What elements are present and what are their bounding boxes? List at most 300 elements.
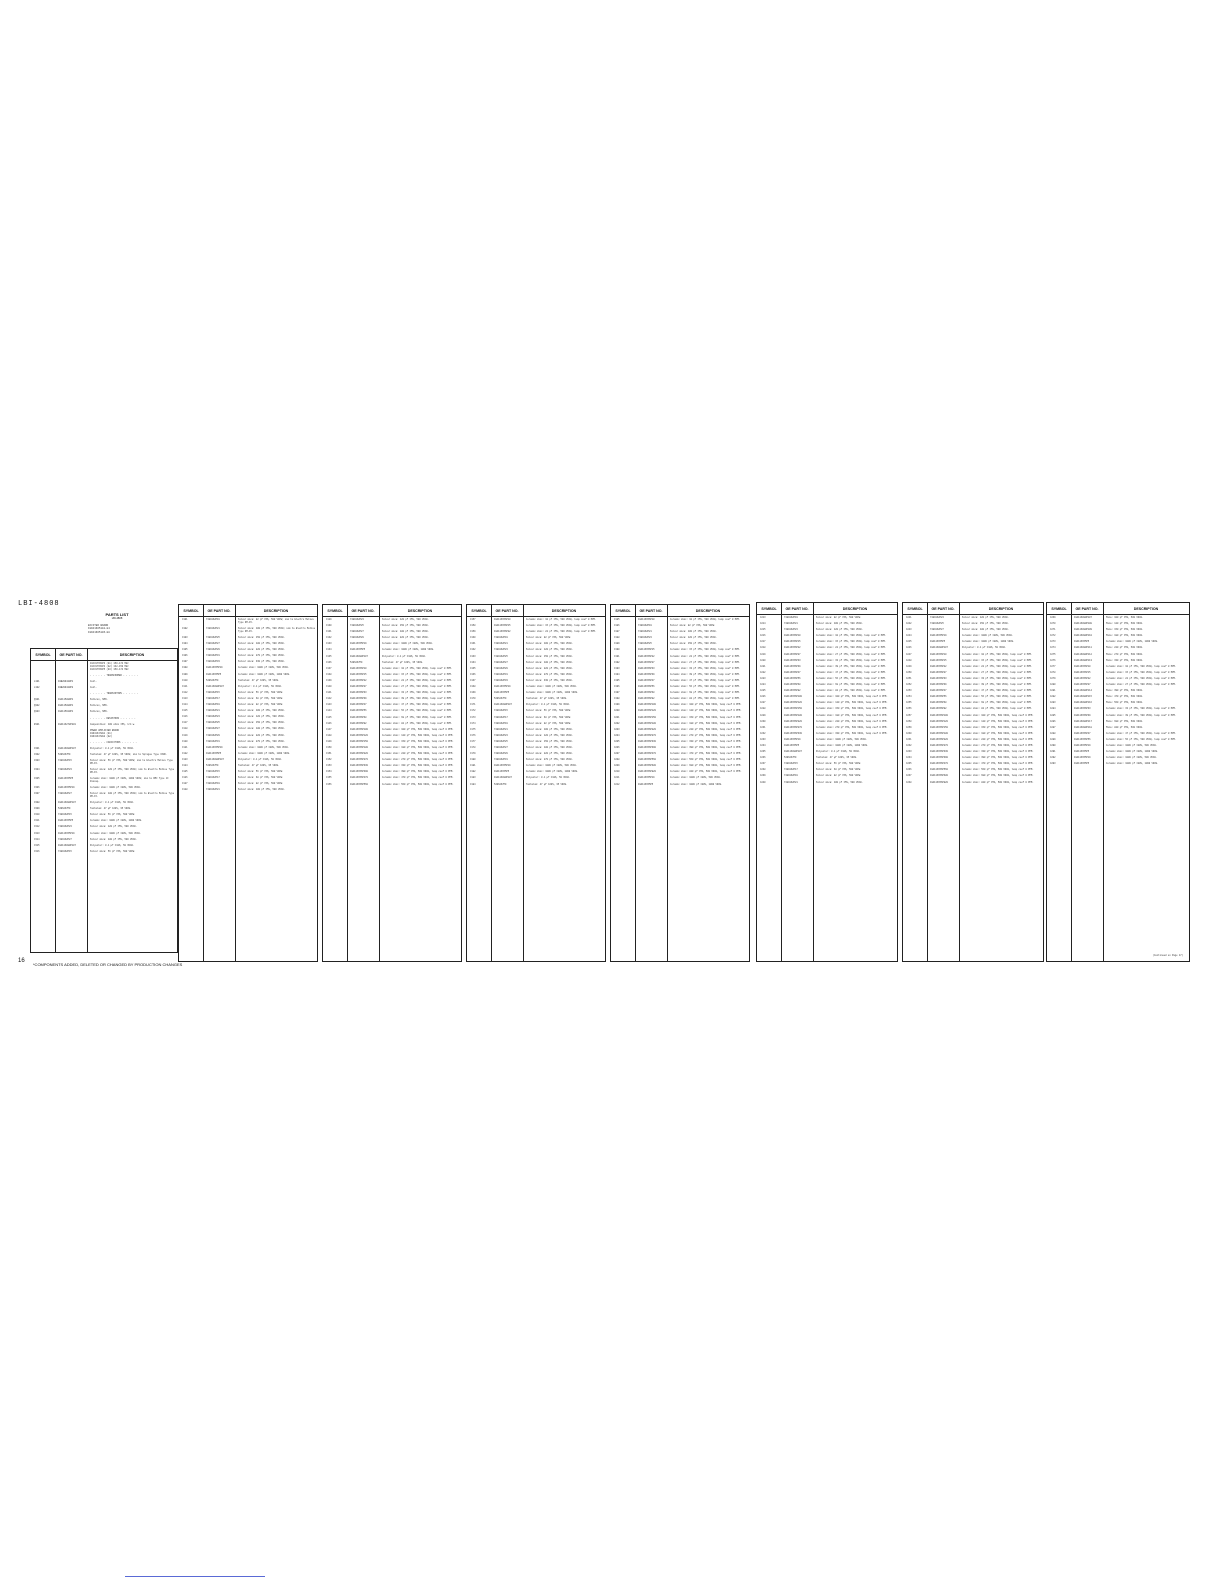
part-number-cell: 7489162P15 <box>58 849 72 853</box>
table-row <box>323 777 461 780</box>
description-cell: Ceramic disc: 100 pf ±5%, 500 VDCW, temp coef 0 PPM. <box>816 695 888 699</box>
part-number-cell: 7489162P15 <box>206 690 220 694</box>
symbol-cell: Q103 <box>34 710 40 714</box>
table-row <box>903 690 1043 693</box>
description-cell: Ceramic disc: 820 pf ±5%, 500 VDCW, temp coef 0 PPM. <box>962 780 1034 784</box>
table-row <box>31 724 177 727</box>
part-number-cell: 7489162P23 <box>784 628 798 632</box>
description-cell: Polyester: 0.1 µf ±10%, 50 VDCW. <box>90 746 135 750</box>
symbol-cell: C103 <box>182 636 188 639</box>
part-number-cell: 7489162P17 <box>206 696 220 700</box>
part-number-cell: 19A116655P5 <box>58 819 74 823</box>
symbol-cell: C290 <box>1050 743 1056 747</box>
description-cell: Mica: 220 pf ±5%, 500 VDCW. <box>1106 646 1144 650</box>
part-number-cell: 7489162P25 <box>930 622 944 626</box>
part-number-cell: 7489162P29 <box>350 636 364 640</box>
description-cell: Coil. <box>90 680 97 683</box>
table-body <box>179 617 317 792</box>
symbol-cell: C255 <box>906 701 912 705</box>
description-cell: Silver mica: 120 pf ±5%, 500 VDCW. <box>962 616 1009 619</box>
symbol-cell: C108 <box>182 666 188 670</box>
part-number-cell: 19A115889P1 <box>58 704 74 708</box>
table-row <box>611 741 749 744</box>
description-cell: Tantalum: 47 µf ±20%, 35 VDCW. <box>382 660 424 664</box>
parts-table-panel <box>1046 602 1190 962</box>
table-row <box>1047 733 1189 736</box>
description-cell: Silver mica: 68 pf ±5%, 500 VDCW. <box>238 696 284 700</box>
part-number-cell: 19A116656P270 <box>638 733 656 737</box>
symbol-cell: C308 <box>34 801 40 805</box>
symbol-cell: C287 <box>1050 725 1056 729</box>
table-row <box>1047 739 1189 742</box>
part-number-cell: 19A116080P117 <box>1074 719 1092 723</box>
part-number-cell: 19A116080P107 <box>350 654 368 658</box>
description-cell: Silver mica: 120 pf ±5%, 500 VDCW. <box>816 628 863 632</box>
symbol-cell: C118 <box>182 727 188 731</box>
description-cell: Silver mica: 82 pf ±5%, 500 VDCW. <box>238 782 284 786</box>
table-row <box>903 666 1043 669</box>
table-row <box>1047 629 1189 632</box>
symbol-cell: C315 <box>34 843 40 847</box>
symbol-cell: C173 <box>470 715 476 719</box>
part-number-cell: 19A116080P112 <box>1074 652 1092 656</box>
description-column-header: DESCRIPTION <box>119 652 145 657</box>
symbol-cell: C205 <box>614 739 620 743</box>
part-number-cell: 7489162P27 <box>494 745 508 749</box>
description-cell: Mica: 390 pf ±5%, 500 VDCW. <box>1106 689 1144 693</box>
table-row <box>467 643 605 646</box>
description-cell: Polyester: 0.1 µf ±10%, 50 VDCW. <box>90 843 135 847</box>
description-cell: Ceramic disc: 330 pf ±5%, 500 VDCW, temp coef 0 PPM. <box>382 764 454 768</box>
part-number-cell: 19A116656P56 <box>1074 737 1091 741</box>
symbol-cell: C275 <box>1050 652 1056 656</box>
description-cell: Ceramic disc: 270 pf ±5%, 500 VDCW, temp coef 0 PPM. <box>670 733 742 737</box>
symbol-cell: C203 <box>614 727 620 731</box>
part-number-cell: 19B209420P1 <box>58 680 74 683</box>
description-cell: Ceramic disc: 120 pf ±5%, 500 VDCW, temp coef 0 PPM. <box>670 709 742 713</box>
symbol-cell: C307 <box>34 792 40 796</box>
part-number-cell: 19A116655P19 <box>638 776 655 780</box>
description-cell: Mica: 100 pf ±5%, 500 VDCW. <box>1106 616 1144 619</box>
part-number-cell: 19A116656P10 <box>638 618 655 621</box>
description-cell: Silver mica: 100 pf ±5%, 500 VDCW. <box>238 709 285 713</box>
table-row <box>757 617 897 620</box>
description-cell: Ceramic disc: 47 pf ±5%, 500 VDCW, temp coef 0 PPM. <box>670 678 741 682</box>
part-number-cell: 7489162P23 <box>930 616 944 619</box>
part-number-cell: 19A116656P56 <box>930 695 947 699</box>
symbol-cell: C133 <box>326 642 332 646</box>
symbol-cell: C218 <box>760 646 766 650</box>
symbol-cell: C301 <box>34 746 40 750</box>
symbol-cell: C270 <box>1050 622 1056 626</box>
part-number-cell: 19A116656P47 <box>784 670 801 674</box>
part-number-cell: 19A116080P107 <box>784 750 802 754</box>
table-body <box>757 615 897 784</box>
description-cell: Ceramic disc: 100 pf ±5%, 500 VDCW, temp coef 0 PPM. <box>962 713 1034 717</box>
symbol-cell: C193 <box>614 666 620 670</box>
description-cell: Ceramic disc: 120 pf ±5%, 500 VDCW, temp coef 0 PPM. <box>382 733 454 737</box>
part-number-cell: 7489162P15 <box>784 762 798 766</box>
symbol-cell: C214 <box>760 622 766 626</box>
symbol-cell: C191 <box>614 654 620 658</box>
part-number-column-header: GE PART NO. <box>931 606 955 611</box>
symbol-cell: C160 <box>470 636 476 640</box>
table-row <box>757 708 897 711</box>
part-number-cell: 19A116656P22 <box>784 646 801 650</box>
part-number-cell: 19A116656P33 <box>784 658 801 662</box>
description-cell: Ceramic disc: 1000 pf ±20%, 1000 VDCW. <box>962 640 1015 644</box>
table-row <box>323 631 461 634</box>
symbol-cell: C116 <box>182 715 188 719</box>
part-number-cell: 19A116656P10 <box>1074 664 1091 668</box>
part-number-cell: 19A116080P108 <box>1074 622 1092 626</box>
symbol-cell: C187 <box>614 630 620 634</box>
description-cell: Tantalum: 47 µf ±20%, 35 VDCW. <box>238 763 280 767</box>
description-cell: Silver mica: 330 pf ±5%, 500 VDCW. <box>526 678 573 682</box>
symbol-cell: C151 <box>326 752 332 756</box>
symbol-cell: C144 <box>326 709 332 713</box>
symbol-cell: C154 <box>326 770 332 774</box>
symbol-cell: C137 <box>326 666 332 670</box>
part-number-cell: 7489162P23 <box>494 733 508 737</box>
description-cell: Ceramic disc: 120 pf ±5%, 500 VDCW, temp coef 0 PPM. <box>816 701 888 705</box>
symbol-column-header: SYMBOL <box>615 608 631 613</box>
part-number-cell: 19A116656P560 <box>638 758 656 762</box>
part-number-cell: 19A116656P220 <box>784 719 802 723</box>
description-cell: Silver mica: 150 pf ±5%, 500 VDCW. <box>670 642 717 646</box>
table-row <box>611 747 749 750</box>
description-cell: Ceramic disc: 220 pf ±5%, 500 VDCW, temp coef 0 PPM. <box>962 737 1034 741</box>
part-number-cell: 19A116080P107 <box>494 703 512 707</box>
part-number-cell: 19A116656P560 <box>350 782 368 786</box>
description-cell: Ceramic disc: 1000 pf ±20%, 1000 VDCW. <box>526 770 579 774</box>
description-cell: Ceramic disc: 100 pf ±5%, 500 VDCW, temp coef 0 PPM. <box>670 703 742 707</box>
description-cell: Silver mica: 150 pf ±5%, 500 VDCW. <box>526 739 573 743</box>
model-line: 19D416651G1-G4 <box>88 627 110 631</box>
symbol-cell: C249 <box>906 664 912 668</box>
symbol-cell: C136 <box>326 660 332 664</box>
table-row <box>323 674 461 677</box>
table-row <box>179 710 317 713</box>
parts-table-panel <box>610 604 750 962</box>
part-number-cell: 19A116656P27 <box>784 652 801 656</box>
symbol-cell: C232 <box>760 731 766 735</box>
table-row <box>757 672 897 675</box>
part-number-cell: 19A116656P33 <box>638 666 655 670</box>
symbol-cell: C239 <box>760 774 766 778</box>
part-number-cell: 19A116656P15 <box>494 624 511 628</box>
description-cell: Ceramic disc: 22 pf ±5%, 500 VDCW, temp coef 0 PPM. <box>526 630 597 634</box>
description-cell: Ceramic disc: 390 pf ±5%, 500 VDCW, temp coef 0 PPM. <box>670 745 742 749</box>
description-cell: Ceramic disc: 1000 pf ±20%, 500 VDCW. <box>526 764 577 768</box>
description-cell: Silver mica: 56 pf ±5%, 500 VDCW. <box>238 770 284 774</box>
description-cell: Silver mica: 180 pf ±5%, 500 VDCW. <box>526 745 573 749</box>
part-number-cell: 19A116080P107 <box>206 757 224 761</box>
part-number-cell: 7489162P33 <box>494 678 508 682</box>
part-number-cell: 19A116656P100 <box>638 703 656 707</box>
description-cell: Ceramic disc: 27 pf ±5%, 500 VDCW, temp coef 0 PPM. <box>1106 683 1177 687</box>
description-cell: Polyester: 0.1 µf ±10%, 50 VDCW. <box>90 801 135 805</box>
symbol-cell: L102 <box>34 686 40 690</box>
symbol-cell: C140 <box>326 685 332 689</box>
table-row <box>31 833 177 836</box>
table-row <box>903 660 1043 663</box>
part-number-cell: 19A116656P39 <box>930 683 947 687</box>
description-cell: Ceramic disc: 470 pf ±5%, 500 VDCW, temp coef 0 PPM. <box>382 776 454 780</box>
part-number-cell: 19A116656P390 <box>930 756 948 760</box>
description-cell: Silver mica: 180 pf ±5%, 500 VDCW. <box>90 837 137 841</box>
table-row <box>757 678 897 681</box>
part-number-cell: 5496267P9 <box>494 782 507 786</box>
description-cell: Silver mica: 56 pf ±5%, 500 VDCW. <box>90 849 136 853</box>
table-row <box>757 727 897 730</box>
part-number-column-header: GE PART NO. <box>495 608 519 613</box>
part-number-cell: 19A116656P680 <box>930 774 948 778</box>
symbol-cell: C194 <box>614 672 620 676</box>
description-column-header: DESCRIPTION <box>695 608 721 613</box>
symbol-cell: C162 <box>470 648 476 652</box>
part-number-cell: 19A116656P180 <box>638 721 656 725</box>
symbol-cell: C150 <box>326 745 332 749</box>
part-number-cell: 7489162P31 <box>494 672 508 676</box>
part-number-cell: 19A116655P19 <box>1074 756 1091 760</box>
part-number-cell: 5496267P9 <box>494 697 507 701</box>
description-cell: Ceramic disc: 1000 pf ±20%, 1000 VDCW. <box>526 691 579 695</box>
table-row <box>611 771 749 774</box>
table-row <box>467 692 605 695</box>
table-row <box>757 757 897 760</box>
description-cell: Ceramic disc: 1000 pf ±20%, 500 VDCW. <box>816 737 867 741</box>
description-cell: Tantalum: 47 µf ±20%, 35 VDCW. <box>90 807 132 811</box>
table-row <box>611 759 749 762</box>
symbol-cell: C283 <box>1050 701 1056 705</box>
part-number-cell: 7489162P19 <box>494 636 508 640</box>
table-row <box>1047 684 1189 687</box>
description-cell: Ceramic disc: 150 pf ±5%, 500 VDCW, temp coef 0 PPM. <box>816 707 888 711</box>
table-row <box>757 751 897 754</box>
part-number-column-header: GE PART NO. <box>351 608 375 613</box>
description-cell: Ceramic disc: 120 pf ±5%, 500 VDCW, temp coef 0 PPM. <box>962 719 1034 723</box>
description-cell: Ceramic disc: 180 pf ±5%, 500 VDCW, temp coef 0 PPM. <box>670 721 742 725</box>
description-cell: Ceramic disc: 33 pf ±5%, 500 VDCW, temp coef 0 PPM. <box>816 658 887 662</box>
symbol-cell: C259 <box>906 725 912 729</box>
table-row <box>467 656 605 659</box>
table-body <box>903 615 1043 784</box>
description-cell: Ceramic disc: 220 pf ±5%, 500 VDCW, temp coef 0 PPM. <box>670 727 742 731</box>
table-row <box>323 686 461 689</box>
table-row <box>31 769 177 775</box>
table-row <box>903 721 1043 724</box>
part-number-cell: 19A116656P470 <box>350 776 368 780</box>
table-header <box>1047 603 1189 615</box>
part-number-cell: 19A116080P107 <box>58 801 76 805</box>
symbol-cell: C148 <box>326 733 332 737</box>
description-cell: Ceramic disc: 15 pf ±5%, 500 VDCW, temp coef 0 PPM. <box>962 658 1033 662</box>
part-number-cell: 19A116656P68 <box>638 691 655 695</box>
part-number-cell: 7489162P15 <box>494 709 508 713</box>
part-number-cell: 19A116656P39 <box>1074 713 1091 717</box>
symbol-cell: C169 <box>470 691 476 695</box>
description-cell: Silver mica: 180 pf ±5%, 500 VDCW. <box>238 642 285 646</box>
symbol-cell: C274 <box>1050 646 1056 650</box>
part-number-cell: 7489162P31 <box>206 654 220 658</box>
table-row <box>903 733 1043 736</box>
symbol-cell: C101 <box>182 618 188 621</box>
table-row <box>31 820 177 823</box>
description-cell: Silver mica: 82 pf ±5%, 500 VDCW. <box>526 721 572 725</box>
description-cell: Silver mica: 82 pf ±5%, 500 VDCW. <box>526 636 572 640</box>
symbol-cell: C241 <box>906 616 912 619</box>
description-cell: Ceramic disc: 1000 pf ±20%, 500 VDCW. <box>90 831 141 835</box>
table-row <box>31 839 177 842</box>
symbol-cell: C177 <box>470 739 476 743</box>
symbol-cell: C305 <box>34 776 40 780</box>
table-row <box>179 722 317 725</box>
table-row <box>323 747 461 750</box>
part-number-cell: 19A116656P22 <box>494 630 511 634</box>
symbol-cell: C128 <box>182 788 188 792</box>
description-cell: Silver mica: 82 pf ±5%, 500 VDCW. <box>238 703 284 707</box>
table-body <box>323 617 461 786</box>
description-cell: Ceramic disc: 330 pf ±5%, 500 VDCW, temp coef 0 PPM. <box>962 750 1034 754</box>
table-row <box>757 769 897 772</box>
symbol-cell: C198 <box>614 697 620 701</box>
part-number-cell: 7489162P17 <box>784 768 798 772</box>
table-row <box>1047 715 1189 718</box>
symbol-cell: C149 <box>326 739 332 743</box>
symbol-cell: C161 <box>470 642 476 646</box>
part-number-cell: 7489162P21 <box>494 642 508 646</box>
symbol-cell: C310 <box>34 813 40 817</box>
symbol-cell: C271 <box>1050 628 1056 632</box>
table-row <box>903 775 1043 778</box>
part-number-cell: 7489162P21 <box>494 727 508 731</box>
description-cell: Ceramic disc: 15 pf ±5%, 500 VDCW, temp coef 0 PPM. <box>816 640 887 644</box>
table-row <box>179 789 317 792</box>
description-cell: Ceramic disc: 390 pf ±5%, 500 VDCW, temp coef 0 PPM. <box>382 770 454 774</box>
description-cell: Ceramic disc: 27 pf ±5%, 500 VDCW, temp coef 0 PPM. <box>962 670 1033 674</box>
symbol-cell: C280 <box>1050 683 1056 687</box>
table-row <box>611 723 749 726</box>
page-number: 16 <box>18 958 25 964</box>
table-row <box>179 735 317 738</box>
description-cell: Silver mica: 150 pf ±5%, 500 VDCW. <box>382 624 429 628</box>
table-row <box>323 680 461 683</box>
description-cell: Ceramic disc: 270 pf ±5%, 500 VDCW, temp coef 0 PPM. <box>962 743 1034 747</box>
table-row <box>31 705 177 708</box>
description-cell: Ceramic disc: 22 pf ±5%, 500 VDCW, temp coef 0 PPM. <box>382 678 453 682</box>
table-row <box>903 629 1043 632</box>
description-cell: Silver mica: 330 pf ±5%, 500 VDCW. <box>238 660 285 664</box>
description-cell: Silver mica: 220 pf ±5%, 500 VDCW. <box>238 648 285 652</box>
table-row <box>611 662 749 665</box>
table-row <box>1047 721 1189 724</box>
part-number-cell: 19A116656P10 <box>350 666 367 670</box>
table-row <box>1047 708 1189 711</box>
symbol-cell: C181 <box>470 764 476 768</box>
table-row <box>903 672 1043 675</box>
symbol-cell: C289 <box>1050 737 1056 741</box>
description-cell: Ceramic disc: 560 pf ±5%, 500 VDCW, temp coef 0 PPM. <box>962 768 1034 772</box>
description-cell: - - - - - - TRANSISTORS - - - - - - <box>90 692 139 696</box>
table-row <box>611 631 749 634</box>
symbol-cell: C147 <box>326 727 332 731</box>
part-number-cell: 19A116656P15 <box>350 672 367 676</box>
model-line: EXCITER BOARD <box>88 624 109 627</box>
description-cell: Ceramic disc: 56 pf ±5%, 500 VDCW, temp coef 0 PPM. <box>816 676 887 680</box>
table-row <box>31 718 177 721</box>
description-cell: Ceramic disc: 270 pf ±5%, 500 VDCW, temp coef 0 PPM. <box>382 758 454 762</box>
table-row <box>467 704 605 707</box>
table-row <box>323 656 461 659</box>
description-cell: Polyester: 0.1 µf ±10%, 50 VDCW. <box>526 703 571 707</box>
table-row <box>467 777 605 780</box>
symbol-cell: C104 <box>182 642 188 646</box>
bottom-link-underline <box>125 1576 265 1577</box>
description-cell: Ceramic disc: 1000 pf ±20%, 1000 VDCW. <box>382 648 435 652</box>
description-cell: Ceramic disc: 470 pf ±5%, 500 VDCW, temp coef 0 PPM. <box>670 752 742 756</box>
table-row <box>611 777 749 780</box>
part-number-cell: 19A116656P560 <box>930 768 948 772</box>
symbol-cell: C206 <box>614 745 620 749</box>
part-number-cell: 19A116656P33 <box>350 691 367 695</box>
table-row <box>611 656 749 659</box>
description-cell: Ceramic disc: 680 pf ±5%, 500 VDCW, temp coef 0 PPM. <box>962 774 1034 778</box>
table-row <box>467 753 605 756</box>
description-cell: Ceramic disc: 10 pf ±5%, 500 VDCW, temp coef 0 PPM. <box>816 634 887 638</box>
description-cell: Ceramic disc: 270 pf ±5%, 500 VDCW, temp coef 0 PPM. <box>816 725 888 729</box>
symbol-cell: C235 <box>760 750 766 754</box>
part-number-cell: 19A116656P180 <box>350 745 368 749</box>
table-row <box>467 662 605 665</box>
description-cell: Tantalum: 47 µf ±20%, 35 VDCW. <box>526 697 568 701</box>
part-number-cell: 19A116656P56 <box>638 685 655 689</box>
table-row <box>323 741 461 744</box>
part-number-cell: 19A116656P330 <box>930 750 948 754</box>
part-number-cell: 19A116656P270 <box>930 743 948 747</box>
part-number-cell: 19A116655P19 <box>930 634 947 638</box>
description-cell: Silver mica: 150 pf ±5%, 500 VDCW. <box>962 622 1009 626</box>
table-row <box>611 717 749 720</box>
table-row <box>757 745 897 748</box>
description-cell: Silver mica: 220 pf ±5%, 500 VDCW. <box>382 636 429 640</box>
table-row <box>31 663 177 672</box>
part-number-cell: 19A116656P22 <box>1074 676 1091 680</box>
symbol-cell: C215 <box>760 628 766 632</box>
symbol-cell: C164 <box>470 660 476 664</box>
part-number-cell: 19A116656P15 <box>930 658 947 662</box>
symbol-cell: C127 <box>182 782 188 786</box>
description-cell: Silver mica: 120 pf ±5%, 500 VDCW. <box>526 648 573 652</box>
part-number-cell: 19A116656P68 <box>350 715 367 719</box>
symbol-column-header: SYMBOL <box>1051 606 1067 611</box>
table-row <box>903 727 1043 730</box>
part-number-cell: 19A116080P114 <box>1074 689 1092 693</box>
symbol-cell: C244 <box>906 634 912 638</box>
symbol-cell: L101 <box>34 680 40 683</box>
description-cell: Ceramic disc: 22 pf ±5%, 500 VDCW, temp coef 0 PPM. <box>962 664 1033 668</box>
table-row <box>1047 635 1189 638</box>
part-number-cell: 7489162P29 <box>206 648 220 652</box>
table-row <box>179 777 317 780</box>
description-cell: Ceramic disc: 15 pf ±5%, 500 VDCW, temp coef 0 PPM. <box>382 672 453 676</box>
table-row <box>611 704 749 707</box>
symbol-cell: C200 <box>614 709 620 713</box>
table-row <box>757 666 897 669</box>
table-row <box>757 660 897 663</box>
part-number-cell: 19A116656P390 <box>638 745 656 749</box>
table-row <box>1047 757 1189 760</box>
